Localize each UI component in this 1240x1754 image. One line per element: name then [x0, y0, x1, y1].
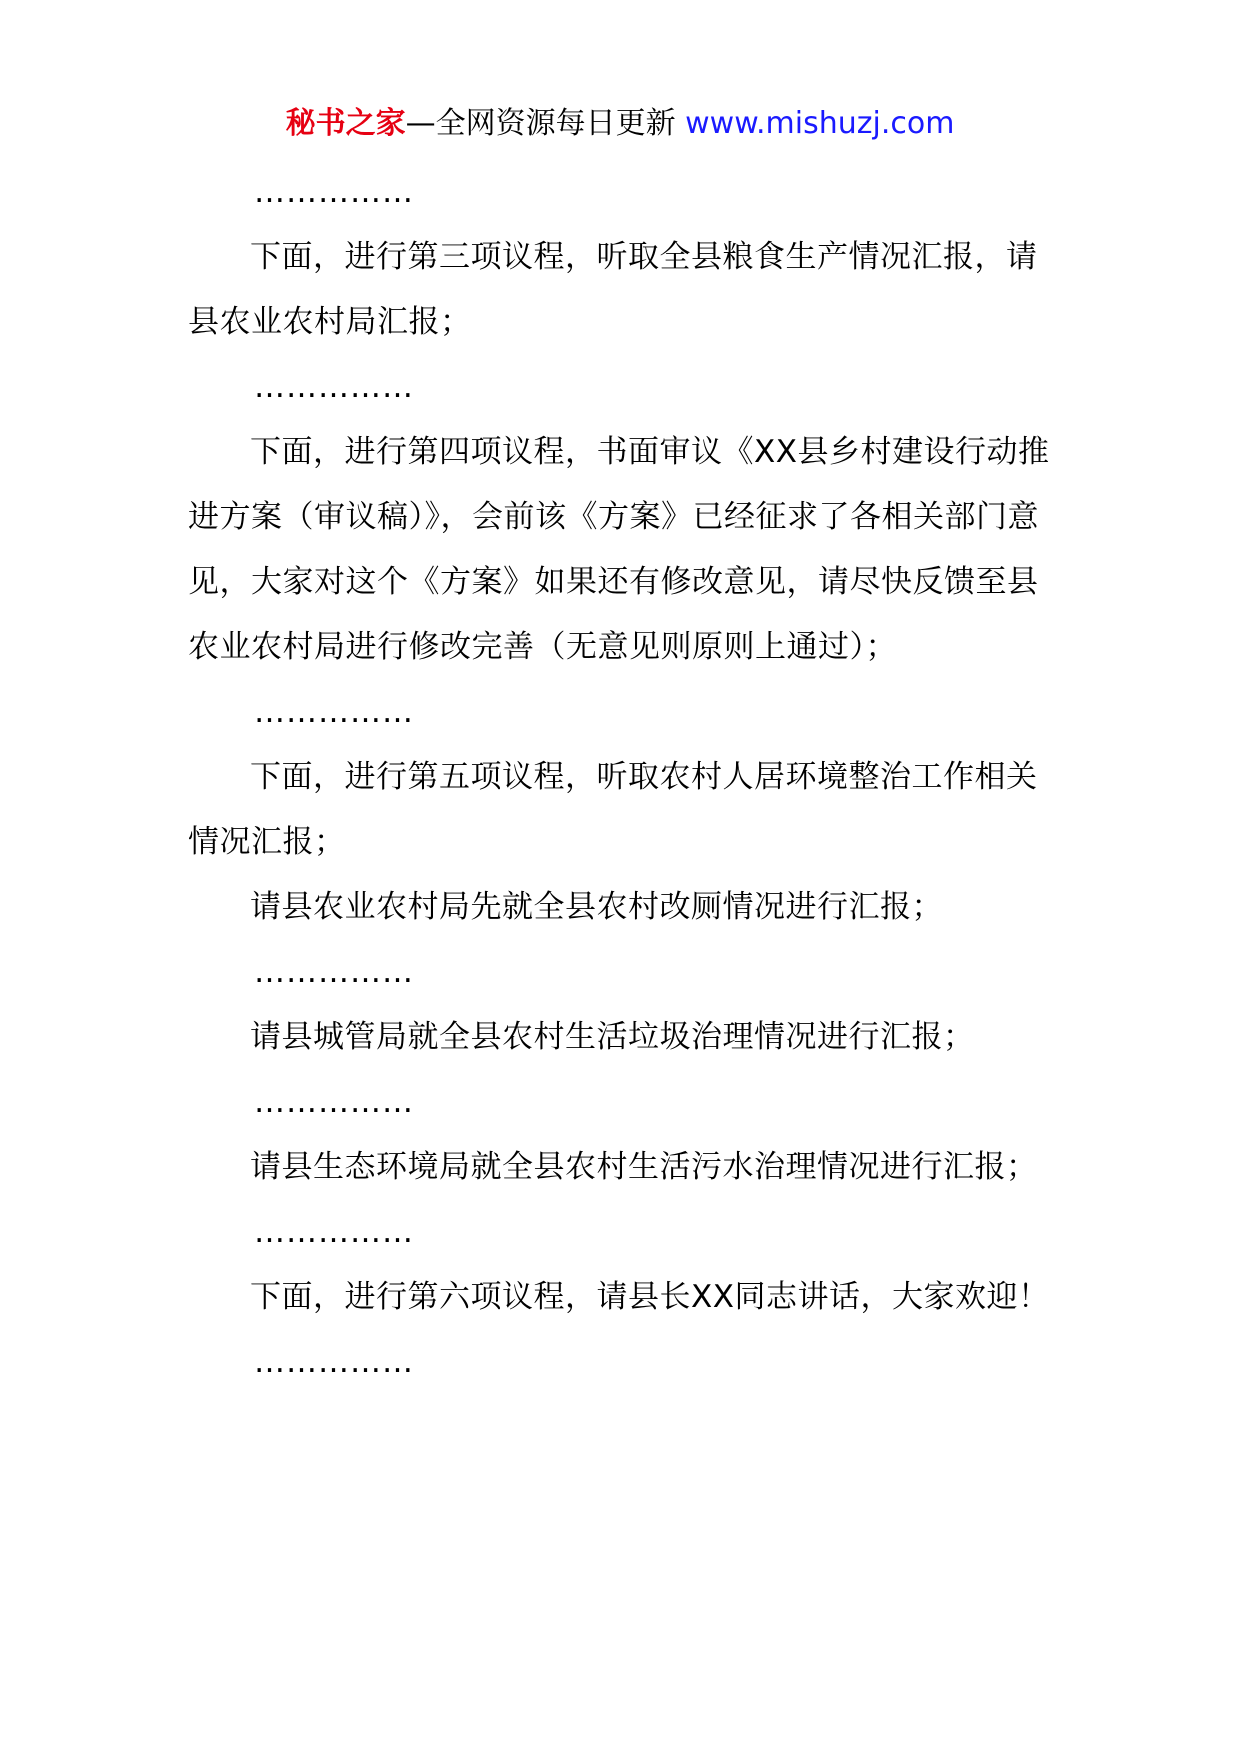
- ellipsis-separator: ……………: [254, 694, 414, 730]
- site-url-link[interactable]: www.mishuzj.com: [685, 106, 955, 141]
- brand-name: 秘书之家: [285, 106, 406, 141]
- ellipsis-separator: ……………: [254, 369, 414, 405]
- document-body: [188, 160, 1060, 1395]
- header-tagline: —全网资源每日更新: [405, 106, 676, 141]
- agenda-item-four: 下面，进行第四项议程，书面审议《XX县乡村建设行动推进方案（审议稿）》，会前该《方案》已经征求了各相关部门意见，大家对这个《方案》如果还有修改意见，请尽快反馈至县农业农村局进行修改完善（无意见则原则上通过）；: [188, 434, 1050, 665]
- page-header: [0, 100, 1240, 148]
- ellipsis-separator: ……………: [254, 1084, 414, 1120]
- report-sewage-treatment: 请县生态环境局就全县农村生活污水治理情况进行汇报；: [250, 1149, 1038, 1185]
- report-garbage-treatment: 请县城管局就全县农村生活垃圾治理情况进行汇报；: [250, 1019, 975, 1055]
- ellipsis-separator: ……………: [254, 174, 414, 210]
- agenda-item-six: 下面，进行第六项议程，请县长XX同志讲话，大家欢迎！: [250, 1279, 1050, 1315]
- ellipsis-separator: ……………: [254, 1344, 414, 1380]
- ellipsis-separator: ……………: [254, 954, 414, 990]
- agenda-item-three: 下面，进行第三项议程，听取全县粮食生产情况汇报，请县农业农村局汇报；: [188, 239, 1038, 340]
- report-toilet-renovation: 请县农业农村局先就全县农村改厕情况进行汇报；: [250, 889, 943, 925]
- ellipsis-separator: ……………: [254, 1214, 414, 1250]
- agenda-item-five: 下面，进行第五项议程，听取农村人居环境整治工作相关情况汇报；: [188, 759, 1038, 860]
